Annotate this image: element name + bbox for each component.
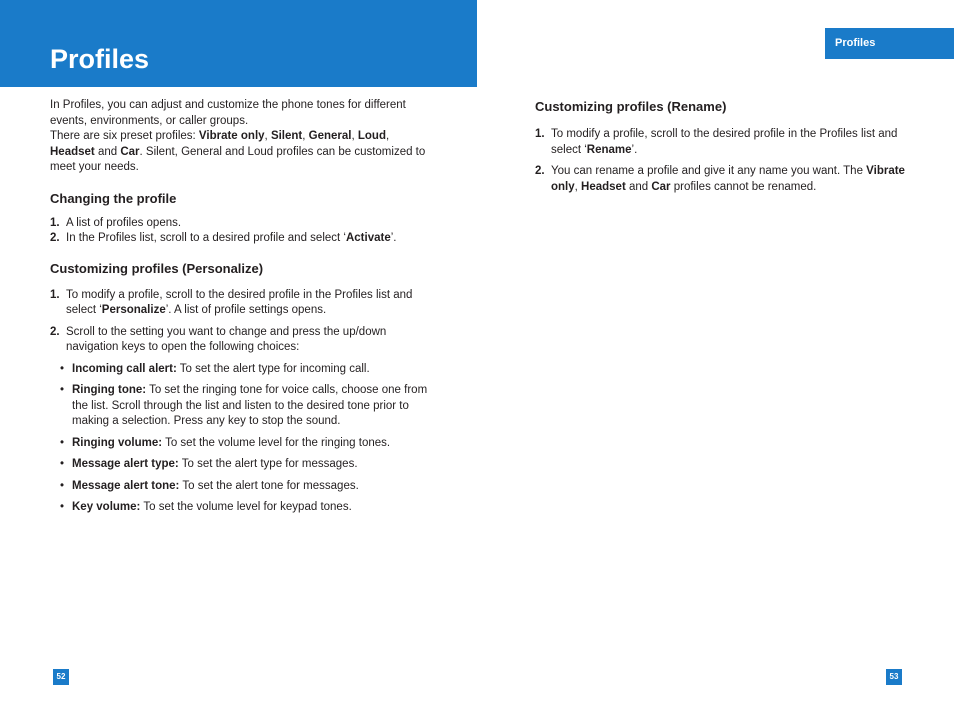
separator: , (351, 130, 355, 142)
profile-general: General (308, 130, 352, 142)
heading-personalize: Customizing profiles (Personalize) (50, 260, 264, 276)
bullet-item (50, 436, 430, 452)
heading-changing-profile: Changing the profile (50, 190, 177, 206)
step-number: 1. (50, 288, 60, 301)
step-number: 2. (50, 232, 60, 244)
heading-rename: Customizing profiles (Rename) (535, 99, 727, 114)
bullet-label: Incoming call alert: (72, 362, 177, 375)
step-text: Scroll to the setting you want to change and press the up/down navigation keys to open the following choices: (66, 325, 387, 353)
bullet-item (50, 500, 430, 516)
profile-car: Car (651, 180, 671, 193)
bullet-dot: • (60, 458, 65, 470)
profile-headset: Headset (50, 145, 95, 158)
bullet-text: To set the alert tone for messages. (179, 479, 359, 492)
step-text: To modify a profile, scroll to the desired profile in the Profiles list and select ‘ (66, 288, 413, 316)
bullet-item (50, 383, 430, 430)
step-item (50, 288, 430, 319)
profile-vibrate: Vibrate only (551, 165, 905, 193)
bullet-item (50, 362, 430, 378)
step-text: In the Profiles list, scroll to a desired profile and select ‘ (66, 232, 346, 244)
bullet-text: To set the volume level for keypad tones. (140, 501, 352, 513)
page-title: Profiles (50, 44, 150, 74)
bullet-text: To set the ringing tone for voice calls, choose one from the list. Scroll through the list and listen to the desired tone prior to making a selection. Press any key to stop the sound. (72, 384, 428, 427)
profile-car: Car (120, 145, 140, 158)
page-number-left: 52 (53, 669, 69, 685)
bullet-dot: • (60, 436, 65, 449)
step-keyword: Rename (586, 143, 632, 156)
profile-vibrate: Vibrate only (198, 130, 265, 142)
bullet-label: Ringing tone: (72, 384, 147, 396)
personalize-steps (50, 288, 430, 516)
page-number-right: 53 (886, 669, 902, 685)
intro-paragraph (50, 98, 430, 176)
step-text: You can rename a profile and give it any name you want. The (551, 165, 867, 177)
separator: and (625, 180, 652, 193)
separator: , (385, 130, 390, 142)
section-tab: Profiles (825, 28, 954, 59)
step-item (535, 127, 907, 158)
step-number: 2. (535, 165, 545, 177)
bullet-text: To set the alert type for incoming call. (176, 362, 370, 375)
changing-steps (50, 216, 430, 247)
intro-line-1: In Profiles, you can adjust and customize the phone tones for different events, environments, or caller groups. (50, 99, 406, 127)
step-text: A list of profiles opens. (66, 216, 182, 229)
bullet-label: Message alert tone: (72, 479, 180, 492)
step-item (50, 231, 430, 247)
separator: , (302, 130, 309, 142)
bullet-text: To set the volume level for the ringing tones. (162, 436, 391, 449)
step-number: 1. (50, 216, 60, 229)
bullet-item (50, 479, 430, 495)
bullet-label: Ringing volume: (72, 436, 163, 449)
separator: and (94, 145, 121, 158)
step-number: 2. (50, 325, 60, 338)
profile-loud: Loud (357, 130, 386, 142)
bullet-label: Key volume: (72, 501, 141, 513)
step-keyword: Personalize (101, 304, 166, 316)
step-item (535, 164, 907, 195)
bullet-label: Message alert type: (72, 458, 179, 470)
separator: , (574, 180, 582, 193)
step-text-end: ’. A list of profile settings opens. (165, 304, 327, 316)
bullet-text: To set the alert type for messages. (178, 458, 358, 470)
profile-silent: Silent (270, 130, 303, 142)
step-text-end: ’. (631, 143, 638, 156)
profile-headset: Headset (581, 180, 626, 193)
step-text-end: ’. (390, 232, 397, 244)
separator: , (264, 130, 271, 142)
step-keyword: Activate (345, 232, 391, 244)
intro-line-2-end: . Silent, General and Loud profiles can be customized to meet your needs. (50, 145, 426, 173)
intro-line-2-start: There are six preset profiles: (50, 130, 199, 142)
step-number: 1. (535, 128, 545, 140)
step-item (50, 216, 430, 232)
bullet-dot: • (60, 362, 65, 375)
step-item (50, 325, 430, 356)
step-text-end: profiles cannot be renamed. (670, 180, 817, 193)
rename-steps (535, 127, 907, 195)
bullet-item (50, 457, 430, 473)
bullet-dot: • (60, 501, 65, 513)
right-column (535, 98, 907, 195)
left-column (50, 98, 430, 516)
bullet-dot: • (60, 384, 65, 396)
step-text: To modify a profile, scroll to the desired profile in the Profiles list and select ‘ (551, 128, 898, 156)
bullet-dot: • (60, 479, 65, 492)
